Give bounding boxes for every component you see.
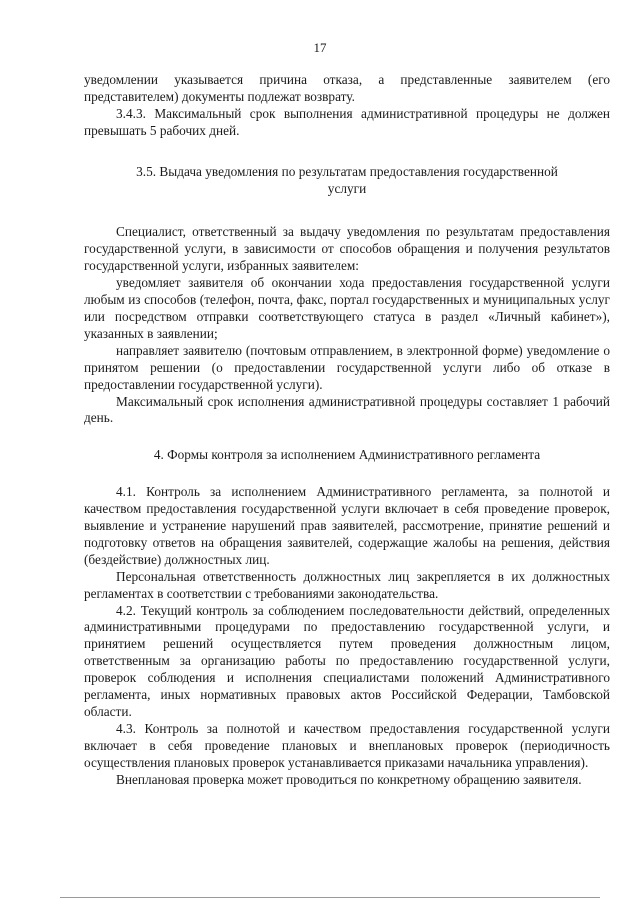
document-body <box>84 72 610 789</box>
page-bottom-edge <box>0 897 640 898</box>
paragraph: 4.3. Контроль за полнотой и качеством предоставления государственной услуги включает в себя проведение плановых и внеплановых проверок (периодичность осуществления плановых проверок устанавливается приказами начальника управления). <box>84 720 610 770</box>
section-heading: 4. Формы контроля за исполнением Административного регламента <box>153 447 541 463</box>
paragraph: уведомлении указывается причина отказа, а представленные заявителем (его представителем) документы подлежат возврату. <box>84 72 610 104</box>
paragraph: направляет заявителю (почтовым отправлением, в электронной форме) уведомление о принятом решении (о предоставлении государственной услуги либо об отказе в предоставлении государственной услуги). <box>84 342 610 392</box>
paragraph: 4.2. Текущий контроль за соблюдением последовательности действий, определенных административными процедурами по предоставлению государственной услуги, и принятием решений осуществляется путем проведения должностным лицом, ответственным за организацию работы по предоставлению государственной услуги, проверок соблюдения и исполнения специалистами положений Административного регламента, иных нормативных правовых актов Российской Федерации, Тамбовской области. <box>84 602 610 719</box>
paragraph: Внеплановая проверка может проводиться по конкретному обращению заявителя. <box>116 771 582 787</box>
paragraph: уведомляет заявителя об окончании хода предоставления государственной услуги любым из способов (телефон, почта, факс, портал государственных и муниципальных услуг или посредством отправки соответствующего статуса в раздел «Личный кабинет»), указанных в заявлении; <box>84 275 610 341</box>
paragraph: Персональная ответственность должностных лиц закрепляется в их должностных регламентах в соответствии с требованиями законодательства. <box>84 568 610 601</box>
page-number: 17 <box>313 40 327 55</box>
paragraph: 4.1. Контроль за исполнением Административного регламента, за полнотой и качеством предоставления государственной услуги включает в себя проведение проверок, выявление и устранение нарушений прав заявителей, рассмотрение, принятие решений и подготовку ответов на обращения заявителей, содержащие жалобы на решения, действия (бездействие) должностных лиц. <box>84 484 610 567</box>
paragraph: Специалист, ответственный за выдачу уведомления по результатам предоставления государственной услуги, в зависимости от способов обращения и получения результатов государственной услуги, избранных заявителем: <box>84 224 610 274</box>
paragraph: Максимальный срок исполнения административной процедуры составляет 1 рабочий день. <box>84 393 610 426</box>
paragraph: 3.4.3. Максимальный срок выполнения административной процедуры не должен превышать 5 рабочих дней. <box>84 105 610 138</box>
section-heading: 3.5. Выдача уведомления по результатам предоставления государственной услуги <box>136 163 558 196</box>
